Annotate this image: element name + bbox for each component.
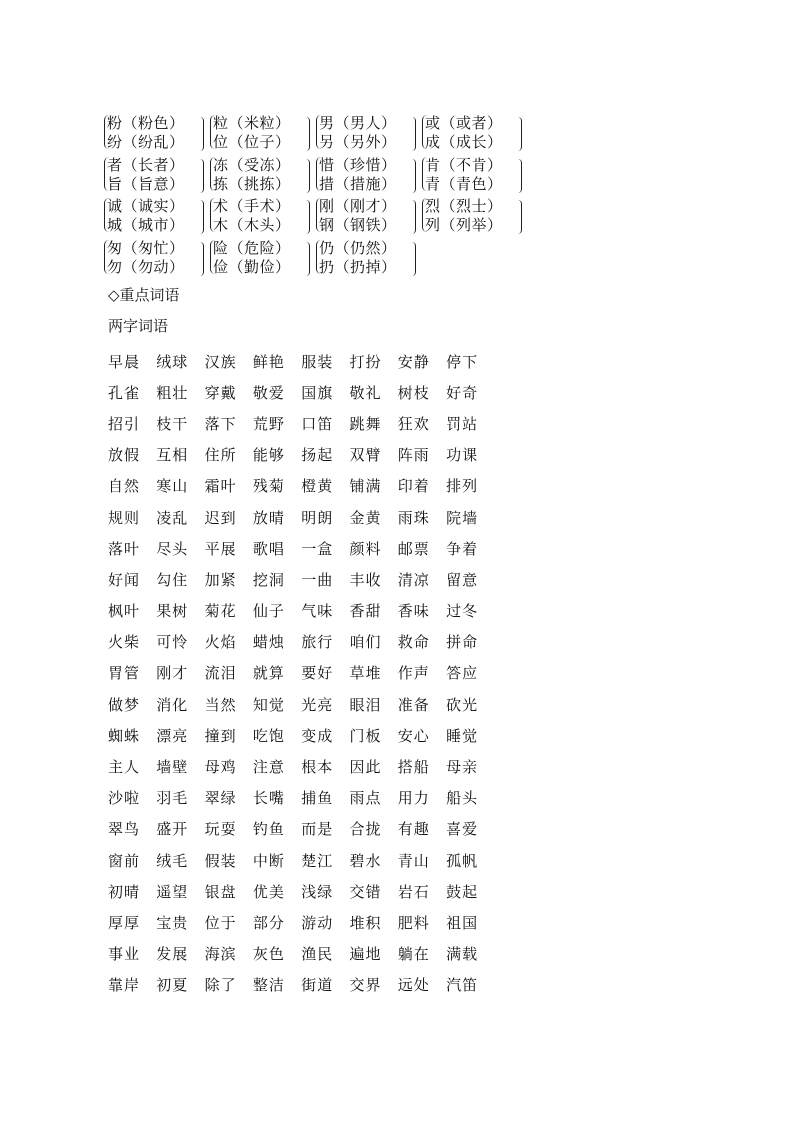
word: 门板 [349,726,382,745]
char-pair-row [104,196,528,238]
word: 火柴 [108,633,141,652]
char-pair-line: 诚（诚实） [107,197,185,215]
word: 院墙 [446,508,479,527]
word: 印着 [397,477,430,496]
word: 放晴 [252,508,285,527]
char-pair-line: 或（或者） [425,114,503,132]
word: 船头 [446,789,479,808]
word: 优美 [252,882,285,901]
word: 睡觉 [446,726,479,745]
word: 岩石 [397,882,430,901]
right-brace [200,242,204,276]
word: 汉族 [204,352,237,371]
word: 救命 [397,633,430,652]
word: 祖国 [446,913,479,932]
word: 准备 [397,695,430,714]
word: 尽头 [156,539,189,558]
word: 母鸡 [204,758,237,777]
word: 加紧 [204,570,237,589]
word: 口笛 [301,414,334,433]
word: 孔雀 [108,383,141,402]
word: 羽毛 [156,789,189,808]
word: 有趣 [397,820,430,839]
word: 争着 [446,539,479,558]
word: 敬礼 [349,383,382,402]
word: 盛开 [156,820,189,839]
char-pair-line: 险（危险） [213,238,291,257]
char-pair-line: 术（手术） [213,197,291,215]
word: 打扮 [349,352,382,371]
section-two-char-heading: 两字词语 [108,317,169,335]
word: 自然 [108,477,141,496]
char-pair-line: 青（青色） [425,174,503,193]
char-pair-row [104,113,528,155]
word: 清凉 [397,570,430,589]
char-pair [210,155,316,197]
word: 主人 [108,758,141,777]
char-pair-line: 俭（勤俭） [213,257,291,276]
word: 穿戴 [204,383,237,402]
char-pair-line: 旨（旨意） [107,174,185,193]
word: 安心 [397,726,430,745]
char-pair [316,113,422,155]
word: 宝贵 [156,913,189,932]
char-pair-line: 另（另外） [319,133,397,151]
word: 咱们 [349,633,382,652]
right-brace [200,200,204,234]
char-pair-line: 肯（不肯） [425,155,503,174]
word: 遥望 [156,882,189,901]
word: 遍地 [349,945,382,964]
char-pair-line: 仍（仍然） [319,238,397,257]
word: 好闻 [108,570,141,589]
char-pair-line: 城（城市） [107,216,185,234]
word: 枝干 [156,414,189,433]
word: 国旗 [301,383,334,402]
word: 蜡烛 [252,633,285,652]
word: 交界 [349,976,382,995]
word: 凌乱 [156,508,189,527]
word: 功课 [446,446,479,465]
word: 荒野 [252,414,285,433]
word: 颜料 [349,539,382,558]
word: 鲜艳 [252,352,285,371]
word: 当然 [204,695,237,714]
word-row [108,408,494,439]
word: 汽笛 [446,976,479,995]
char-pair-line: 位（位子） [213,133,291,151]
word-row [108,689,494,720]
word: 厚厚 [108,913,141,932]
word: 雨珠 [397,508,430,527]
word: 母亲 [446,758,479,777]
char-pair [422,196,528,238]
word: 寒山 [156,477,189,496]
word: 墙壁 [156,758,189,777]
word-row [108,596,494,627]
word: 排列 [446,477,479,496]
right-brace [412,242,416,276]
word: 喜爱 [446,820,479,839]
word: 街道 [301,976,334,995]
word: 粗壮 [156,383,189,402]
word: 阵雨 [397,446,430,465]
char-pair-row [104,155,528,197]
word: 楚江 [301,851,334,870]
word: 发展 [156,945,189,964]
word: 跳舞 [349,414,382,433]
char-pair-line: 男（男人） [319,114,397,132]
word: 交错 [349,882,382,901]
word: 要好 [301,664,334,683]
word: 玩耍 [204,820,237,839]
right-brace [518,117,522,151]
word: 海滨 [204,945,237,964]
word: 拼命 [446,633,479,652]
word: 翠鸟 [108,820,141,839]
word-row [108,845,494,876]
word: 服装 [301,352,334,371]
word-row [108,564,494,595]
char-pair [104,238,210,280]
word: 注意 [252,758,285,777]
char-pair [210,113,316,155]
char-pair-line: 烈（烈士） [425,197,503,215]
word: 火焰 [204,633,237,652]
word: 除了 [204,976,237,995]
word: 长嘴 [252,789,285,808]
word: 知觉 [252,695,285,714]
word: 铺满 [349,477,382,496]
word: 歌唱 [252,539,285,558]
word: 位于 [204,913,237,932]
word: 事业 [108,945,141,964]
char-pair-line: 拣（挑拣） [213,174,291,193]
word: 搭船 [397,758,430,777]
word-row [108,346,494,377]
char-pair-line: 匆（匆忙） [107,238,185,257]
word: 捕鱼 [301,789,334,808]
word: 消化 [156,695,189,714]
word: 刚才 [156,664,189,683]
word: 沙啦 [108,789,141,808]
word: 金黄 [349,508,382,527]
char-pair [316,196,422,238]
word: 灰色 [252,945,285,964]
char-pair [104,155,210,197]
word: 翠绿 [204,789,237,808]
word: 敬爱 [252,383,285,402]
word: 渔民 [301,945,334,964]
char-pair [422,155,528,197]
char-pair-line: 刚（刚才） [319,197,397,215]
right-brace [200,159,204,193]
char-pair [104,113,210,155]
right-brace [306,200,310,234]
word: 靠岸 [108,976,141,995]
char-pair [422,113,528,155]
word: 可怜 [156,633,189,652]
word: 窗前 [108,851,141,870]
word: 香味 [397,602,430,621]
word: 规则 [108,508,141,527]
word-row [108,814,494,845]
word: 气味 [301,602,334,621]
word-table [108,346,494,1001]
char-pair-line: 措（措施） [319,174,397,193]
word: 蜘蛛 [108,726,141,745]
char-pair-line: 纷（纷乱） [107,133,185,151]
right-brace [412,200,416,234]
word: 游动 [301,913,334,932]
right-brace [412,159,416,193]
word: 一盒 [301,539,334,558]
word: 答应 [446,664,479,683]
word-row [108,876,494,907]
word-row [108,939,494,970]
word: 狂欢 [397,414,430,433]
word: 碧水 [349,851,382,870]
word: 丰收 [349,570,382,589]
word: 变成 [301,726,334,745]
word: 能够 [252,446,285,465]
word: 鼓起 [446,882,479,901]
char-pair-row [104,238,528,280]
word: 落叶 [108,539,141,558]
word: 因此 [349,758,382,777]
word-row [108,533,494,564]
word: 留意 [446,570,479,589]
word: 橙黄 [301,477,334,496]
word: 漂亮 [156,726,189,745]
char-pair-line: 扔（扔掉） [319,257,397,276]
word: 假装 [204,851,237,870]
char-pair [210,238,316,280]
word: 钓鱼 [252,820,285,839]
word: 草堆 [349,664,382,683]
word: 满载 [446,945,479,964]
word-row [108,658,494,689]
word: 用力 [397,789,430,808]
right-brace [306,159,310,193]
word: 落下 [204,414,237,433]
char-pair-line: 木（木头） [213,216,291,234]
word: 停下 [446,352,479,371]
word: 吃饱 [252,726,285,745]
word: 旅行 [301,633,334,652]
word: 一曲 [301,570,334,589]
word: 香甜 [349,602,382,621]
word: 罚站 [446,414,479,433]
section-key-words-heading: ◇重点词语 [108,286,180,304]
word: 初夏 [156,976,189,995]
char-pair [104,196,210,238]
word: 根本 [301,758,334,777]
char-pair-grid [104,113,528,279]
right-brace [306,117,310,151]
word: 霜叶 [204,477,237,496]
word-row [108,471,494,502]
word: 双臂 [349,446,382,465]
char-pair [210,196,316,238]
char-pair-line: 成（成长） [425,133,503,151]
word-row [108,907,494,938]
word: 绒球 [156,352,189,371]
word: 远处 [397,976,430,995]
word-row [108,783,494,814]
word: 绒毛 [156,851,189,870]
word: 挖洞 [252,570,285,589]
word: 躺在 [397,945,430,964]
word: 枫叶 [108,602,141,621]
char-pair [316,238,422,280]
word: 就算 [252,664,285,683]
word: 树枝 [397,383,430,402]
word: 招引 [108,414,141,433]
word: 过冬 [446,602,479,621]
word: 撞到 [204,726,237,745]
word: 菊花 [204,602,237,621]
word-row [108,377,494,408]
word: 青山 [397,851,430,870]
right-brace [200,117,204,151]
word: 平展 [204,539,237,558]
right-brace [518,159,522,193]
word: 做梦 [108,695,141,714]
word: 流泪 [204,664,237,683]
word: 合拢 [349,820,382,839]
char-pair-line: 者（长者） [107,155,185,174]
word: 雨点 [349,789,382,808]
word: 残菊 [252,477,285,496]
word: 扬起 [301,446,334,465]
word-row [108,970,494,1001]
word: 安静 [397,352,430,371]
char-pair-line: 惜（珍惜） [319,155,397,174]
word: 孤帆 [446,851,479,870]
char-pair-line: 冻（受冻） [213,155,291,174]
word: 中断 [252,851,285,870]
char-pair [316,155,422,197]
word: 住所 [204,446,237,465]
word-row [108,440,494,471]
word-row [108,720,494,751]
char-pair-line: 勿（勿动） [107,257,185,276]
word: 而是 [301,820,334,839]
word: 勾住 [156,570,189,589]
right-brace [306,242,310,276]
word: 邮票 [397,539,430,558]
word: 果树 [156,602,189,621]
word: 早晨 [108,352,141,371]
char-pair-line: 列（列举） [425,216,503,234]
char-pair-line: 钢（钢铁） [319,216,397,234]
word: 眼泪 [349,695,382,714]
word: 放假 [108,446,141,465]
right-brace [518,200,522,234]
char-pair-line: 粒（米粒） [213,114,291,132]
word: 迟到 [204,508,237,527]
word: 胃管 [108,664,141,683]
word: 作声 [397,664,430,683]
word: 堆积 [349,913,382,932]
word: 砍光 [446,695,479,714]
word: 明朗 [301,508,334,527]
word: 仙子 [252,602,285,621]
word: 部分 [252,913,285,932]
word: 浅绿 [301,882,334,901]
right-brace [412,117,416,151]
word: 光亮 [301,695,334,714]
word: 互相 [156,446,189,465]
word: 肥料 [397,913,430,932]
word-row [108,751,494,782]
word: 银盘 [204,882,237,901]
word: 整洁 [252,976,285,995]
char-pair-line: 粉（粉色） [107,114,185,132]
word-row [108,502,494,533]
word: 好奇 [446,383,479,402]
word: 初晴 [108,882,141,901]
word-row [108,627,494,658]
